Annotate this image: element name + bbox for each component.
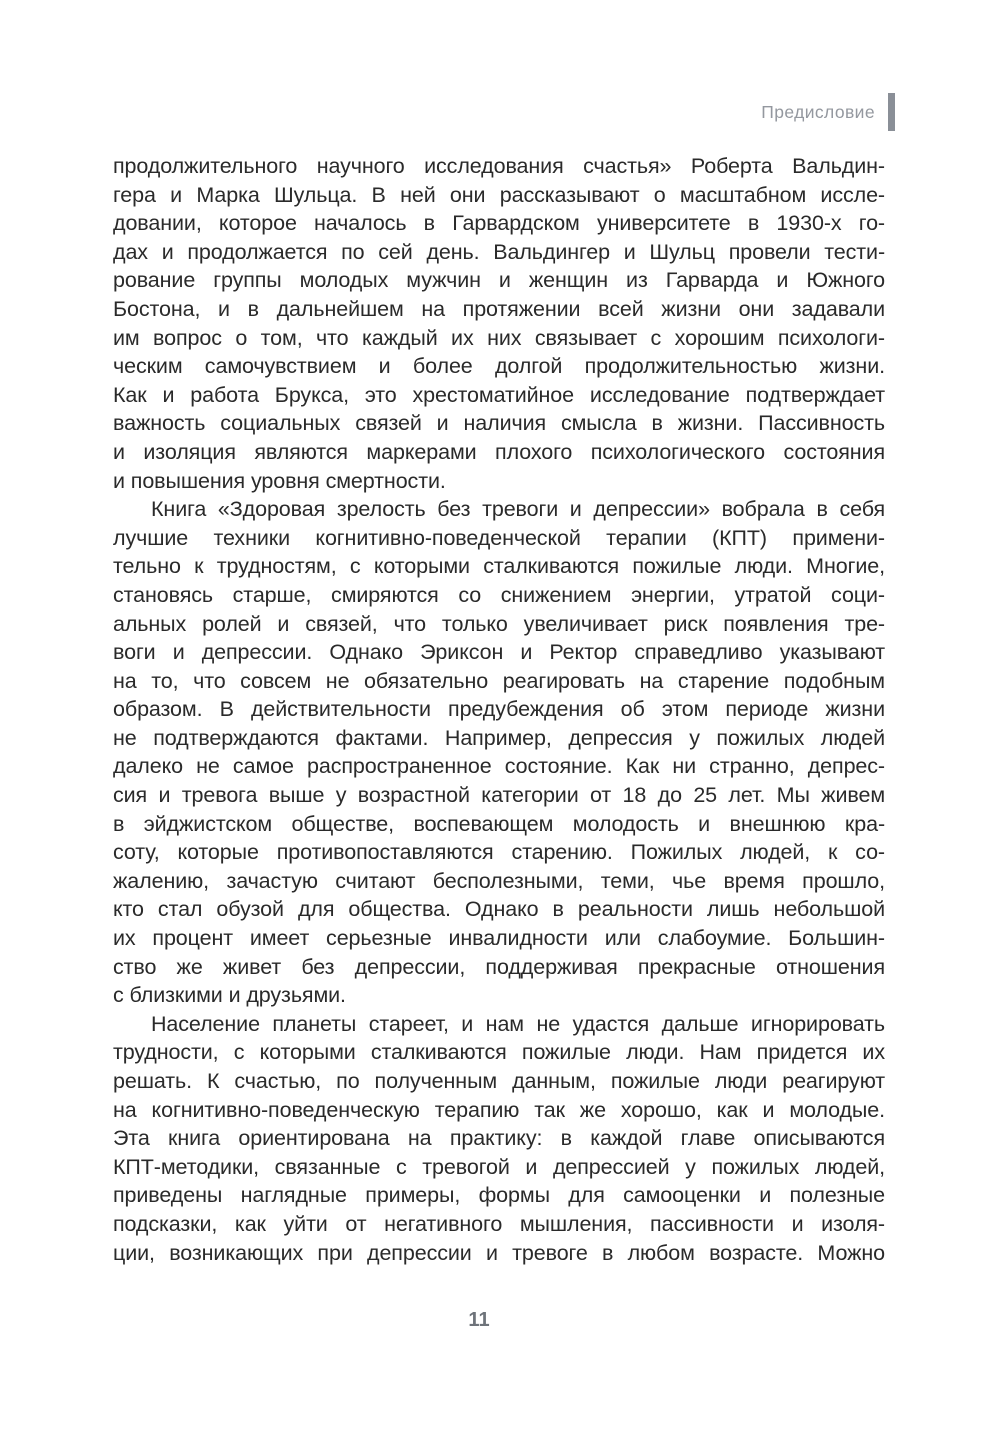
text-line: гера и Марка Шульца. В ней они рассказывают о масштабном иссле- — [113, 182, 885, 207]
text-line: ческим самочувствием и более долгой продолжительностью жизни. — [113, 354, 885, 379]
text-line: сия и тревога выше у возрастной категории от 18 до 25 лет. Мы живем — [113, 783, 885, 808]
text-line: Как и работа Брукса, это хрестоматийное исследование подтверждает — [113, 382, 885, 407]
text-line: Книга «Здоровая зрелость без тревоги и депрессии» вобрала в себя — [151, 497, 885, 522]
text-line: важность социальных связей и наличия смысла в жизни. Пассивность — [113, 411, 885, 436]
text-line: с близкими и друзьями. — [113, 983, 346, 1008]
text-line: жалению, зачастую считают бесполезными, теми, чье время прошло, — [113, 868, 885, 893]
paragraph — [113, 152, 885, 495]
text-line: Население планеты стареет, и нам не удастся дальше игнорировать — [151, 1011, 885, 1036]
text-line: подсказки, как уйти от негативного мышления, пассивности и изоля- — [113, 1211, 885, 1236]
text-line: кто стал обузой для общества. Однако в реальности лишь небольшой — [113, 897, 885, 922]
page-body-text — [113, 152, 885, 1267]
text-line: рование группы молодых мужчин и женщин из Гарварда и Южного — [113, 268, 885, 293]
text-line: приведены наглядные примеры, формы для самооценки и полезные — [113, 1183, 885, 1208]
text-line: альных ролей и связей, что только увеличивает риск появления тре- — [113, 611, 885, 636]
text-line: тельно к трудностям, с которыми сталкиваются пожилые люди. Многие, — [113, 554, 885, 579]
text-line: трудности, с которыми сталкиваются пожилые люди. Нам придется их — [113, 1040, 885, 1065]
running-header-title: Предисловие — [761, 102, 875, 122]
text-line: им вопрос о том, что каждый их них связывает с хорошим психологи- — [113, 325, 885, 350]
text-line: лучшие техники когнитивно-поведенческой терапии (КПТ) примени- — [113, 525, 885, 550]
text-line: Бостона, и в дальнейшем на протяжении всей жизни они задавали — [113, 296, 885, 321]
text-line: в эйджистском обществе, воспевающем молодость и внешнюю кра- — [113, 811, 885, 836]
text-line: и изоляция являются маркерами плохого психологического состояния — [113, 439, 885, 464]
text-line: воги и депрессии. Однако Эриксон и Ректор справедливо указывают — [113, 640, 885, 665]
text-line: и повышения уровня смертности. — [113, 468, 446, 493]
text-line: становясь старше, смиряются со снижением энергии, утратой соци- — [113, 582, 885, 607]
text-line: довании, которое началось в Гарвардском университете в 1930-х го- — [113, 211, 885, 236]
text-line: Эта книга ориентирована на практику: в каждой главе описываются — [113, 1126, 885, 1151]
text-line: далеко не самое распространенное состояние. Как ни странно, депрес- — [113, 754, 885, 779]
text-line: на то, что совсем не обязательно реагировать на старение подобным — [113, 668, 885, 693]
text-line: дах и продолжается по сей день. Вальдингер и Шульц провели тести- — [113, 239, 885, 264]
text-line: КПТ-методики, связанные с тревогой и депрессией у пожилых людей, — [113, 1154, 885, 1179]
text-line: не подтверждаются фактами. Например, депрессия у пожилых людей — [113, 725, 885, 750]
text-line: ции, возникающих при депрессии и тревоге в любом возрасте. Можно — [113, 1240, 885, 1265]
text-line: их процент имеет серьезные инвалидности или слабоумие. Большин- — [113, 926, 885, 951]
paragraph — [113, 495, 885, 1010]
text-line: решать. К счастью, по полученным данным, пожилые люди реагируют — [113, 1069, 885, 1093]
text-line: продолжительного научного исследования счастья» Роберта Вальдин- — [113, 154, 885, 178]
text-line: ство же живет без депрессии, поддерживая прекрасные отношения — [113, 954, 885, 979]
page-footer — [440, 1309, 518, 1332]
text-line: на когнитивно-поведенческую терапию так же хорошо, как и молодые. — [113, 1097, 885, 1122]
text-line: образом. В действительности предубеждения об этом периоде жизни — [113, 697, 885, 722]
page-number: 11 — [468, 1309, 490, 1331]
text-line: соту, которые противопоставляются старению. Пожилых людей, к со- — [113, 840, 885, 865]
header-bar-decoration — [888, 93, 895, 131]
paragraph — [113, 1010, 885, 1267]
running-header — [761, 93, 895, 131]
